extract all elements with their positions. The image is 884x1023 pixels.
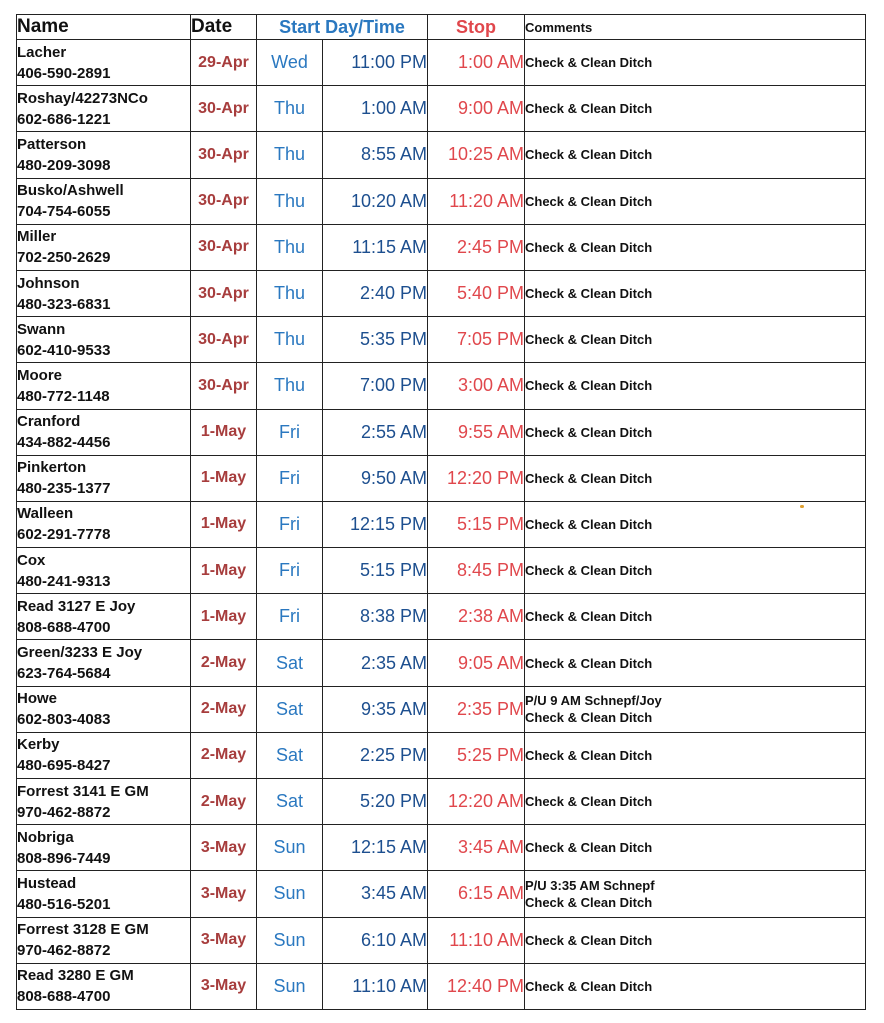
phone-number: 480-695-8427 xyxy=(17,757,111,775)
date-cell: 3-May xyxy=(191,963,257,1009)
comments-cell xyxy=(525,917,866,963)
stop-time-cell: 7:05 PM xyxy=(428,317,525,363)
name-cell xyxy=(17,178,191,224)
day-cell: Sat xyxy=(257,686,323,732)
table-row xyxy=(17,594,866,640)
stop-time-cell: 5:25 PM xyxy=(428,732,525,778)
person-name: Howe xyxy=(17,690,58,708)
comment-line-1: Check & Clean Ditch xyxy=(525,563,653,579)
header-stop: Stop xyxy=(428,15,525,40)
comment-line-2: Check & Clean Ditch xyxy=(525,894,653,910)
stop-time-cell: 6:15 AM xyxy=(428,871,525,917)
phone-number: 702-250-2629 xyxy=(17,249,111,267)
table-row xyxy=(17,455,866,501)
table-row xyxy=(17,178,866,224)
comments-cell xyxy=(525,963,866,1009)
person-name: Cranford xyxy=(17,413,81,431)
person-name: Green/3233 E Joy xyxy=(17,644,143,662)
header-row xyxy=(17,15,866,40)
phone-number: 623-764-5684 xyxy=(17,665,111,683)
name-cell xyxy=(17,640,191,686)
name-cell xyxy=(17,501,191,547)
comment-line-1: Check & Clean Ditch xyxy=(525,286,653,302)
name-cell xyxy=(17,963,191,1009)
comment-line-1: Check & Clean Ditch xyxy=(525,840,653,856)
start-time-cell: 5:35 PM xyxy=(323,317,428,363)
phone-number: 602-803-4083 xyxy=(17,711,111,729)
stop-time-cell: 9:55 AM xyxy=(428,409,525,455)
comments-cell xyxy=(525,40,866,86)
day-cell: Fri xyxy=(257,455,323,501)
day-cell: Wed xyxy=(257,40,323,86)
table-row xyxy=(17,86,866,132)
start-time-cell: 3:45 AM xyxy=(323,871,428,917)
comments-cell xyxy=(525,224,866,270)
phone-number: 808-688-4700 xyxy=(17,988,111,1006)
comment-line-1: Check & Clean Ditch xyxy=(525,794,653,810)
phone-number: 970-462-8872 xyxy=(17,803,111,821)
day-cell: Fri xyxy=(257,409,323,455)
date-cell: 1-May xyxy=(191,594,257,640)
day-cell: Sat xyxy=(257,732,323,778)
date-cell: 3-May xyxy=(191,871,257,917)
stop-time-cell: 9:05 AM xyxy=(428,640,525,686)
comment-line-1: Check & Clean Ditch xyxy=(525,147,653,163)
person-name: Kerby xyxy=(17,736,60,754)
phone-number: 480-323-6831 xyxy=(17,295,111,313)
table-row xyxy=(17,224,866,270)
comment-line-1: Check & Clean Ditch xyxy=(525,747,653,763)
person-name: Moore xyxy=(17,366,62,384)
stop-time-cell: 1:00 AM xyxy=(428,40,525,86)
comments-cell xyxy=(525,548,866,594)
header-comments: Comments xyxy=(525,15,866,40)
stop-time-cell: 11:20 AM xyxy=(428,178,525,224)
day-cell: Sat xyxy=(257,779,323,825)
scan-speck xyxy=(800,505,804,508)
schedule-table xyxy=(16,14,866,1010)
start-time-cell: 2:25 PM xyxy=(323,732,428,778)
comments-cell xyxy=(525,132,866,178)
date-cell: 1-May xyxy=(191,455,257,501)
stop-time-cell: 2:35 PM xyxy=(428,686,525,732)
comment-line-1: Check & Clean Ditch xyxy=(525,378,653,394)
person-name: Lacher xyxy=(17,43,67,61)
table-row xyxy=(17,548,866,594)
comment-line-1: Check & Clean Ditch xyxy=(525,655,653,671)
header-date: Date xyxy=(191,15,257,40)
comments-cell xyxy=(525,270,866,316)
start-time-cell: 8:38 PM xyxy=(323,594,428,640)
stop-time-cell: 2:38 AM xyxy=(428,594,525,640)
phone-number: 970-462-8872 xyxy=(17,942,111,960)
table-row xyxy=(17,779,866,825)
table-row xyxy=(17,825,866,871)
day-cell: Thu xyxy=(257,86,323,132)
date-cell: 3-May xyxy=(191,825,257,871)
date-cell: 30-Apr xyxy=(191,132,257,178)
day-cell: Sun xyxy=(257,917,323,963)
comment-line-1: Check & Clean Ditch xyxy=(525,193,653,209)
start-time-cell: 12:15 AM xyxy=(323,825,428,871)
date-cell: 30-Apr xyxy=(191,363,257,409)
day-cell: Thu xyxy=(257,178,323,224)
start-time-cell: 2:35 AM xyxy=(323,640,428,686)
comment-line-1: Check & Clean Ditch xyxy=(525,978,653,994)
comments-cell xyxy=(525,178,866,224)
table-row xyxy=(17,317,866,363)
start-time-cell: 6:10 AM xyxy=(323,917,428,963)
header-name: Name xyxy=(17,15,191,40)
comment-line-1: Check & Clean Ditch xyxy=(525,239,653,255)
day-cell: Fri xyxy=(257,548,323,594)
start-time-cell: 11:10 AM xyxy=(323,963,428,1009)
day-cell: Thu xyxy=(257,363,323,409)
start-time-cell: 5:20 PM xyxy=(323,779,428,825)
comment-line-2: Check & Clean Ditch xyxy=(525,710,653,726)
table-row xyxy=(17,686,866,732)
date-cell: 30-Apr xyxy=(191,178,257,224)
name-cell xyxy=(17,132,191,178)
phone-number: 704-754-6055 xyxy=(17,203,111,221)
start-time-cell: 9:35 AM xyxy=(323,686,428,732)
date-cell: 2-May xyxy=(191,779,257,825)
stop-time-cell: 2:45 PM xyxy=(428,224,525,270)
table-row xyxy=(17,640,866,686)
stop-time-cell: 3:00 AM xyxy=(428,363,525,409)
day-cell: Thu xyxy=(257,270,323,316)
day-cell: Thu xyxy=(257,224,323,270)
name-cell xyxy=(17,455,191,501)
date-cell: 30-Apr xyxy=(191,86,257,132)
stop-time-cell: 12:40 PM xyxy=(428,963,525,1009)
date-cell: 2-May xyxy=(191,732,257,778)
name-cell xyxy=(17,686,191,732)
comment-line-1: Check & Clean Ditch xyxy=(525,55,653,71)
stop-time-cell: 5:15 PM xyxy=(428,501,525,547)
date-cell: 30-Apr xyxy=(191,224,257,270)
person-name: Read 3280 E GM xyxy=(17,967,134,985)
date-cell: 3-May xyxy=(191,917,257,963)
comment-line-1: P/U 3:35 AM Schnepf xyxy=(525,877,655,893)
name-cell xyxy=(17,825,191,871)
name-cell xyxy=(17,732,191,778)
phone-number: 602-410-9533 xyxy=(17,341,111,359)
date-cell: 1-May xyxy=(191,409,257,455)
table-row xyxy=(17,732,866,778)
phone-number: 480-772-1148 xyxy=(17,387,110,405)
person-name: Miller xyxy=(17,228,57,246)
stop-time-cell: 3:45 AM xyxy=(428,825,525,871)
comments-cell xyxy=(525,501,866,547)
date-cell: 2-May xyxy=(191,686,257,732)
start-time-cell: 2:40 PM xyxy=(323,270,428,316)
start-time-cell: 9:50 AM xyxy=(323,455,428,501)
day-cell: Thu xyxy=(257,317,323,363)
date-cell: 30-Apr xyxy=(191,270,257,316)
start-time-cell: 10:20 AM xyxy=(323,178,428,224)
phone-number: 480-241-9313 xyxy=(17,572,111,590)
person-name: Patterson xyxy=(17,135,87,153)
phone-number: 480-209-3098 xyxy=(17,156,111,174)
comment-line-1: Check & Clean Ditch xyxy=(525,609,653,625)
day-cell: Thu xyxy=(257,132,323,178)
name-cell xyxy=(17,224,191,270)
person-name: Walleen xyxy=(17,505,74,523)
name-cell xyxy=(17,548,191,594)
person-name: Cox xyxy=(17,551,46,569)
stop-time-cell: 5:40 PM xyxy=(428,270,525,316)
start-time-cell: 11:00 PM xyxy=(323,40,428,86)
person-name: Busko/Ashwell xyxy=(17,182,124,200)
phone-number: 808-896-7449 xyxy=(17,849,111,867)
stop-time-cell: 12:20 AM xyxy=(428,779,525,825)
comments-cell xyxy=(525,594,866,640)
name-cell xyxy=(17,779,191,825)
table-row xyxy=(17,270,866,316)
name-cell xyxy=(17,871,191,917)
table-row xyxy=(17,363,866,409)
comment-line-1: Check & Clean Ditch xyxy=(525,424,653,440)
phone-number: 434-882-4456 xyxy=(17,434,111,452)
person-name: Hustead xyxy=(17,874,77,892)
stop-time-cell: 8:45 PM xyxy=(428,548,525,594)
comment-line-1: Check & Clean Ditch xyxy=(525,101,653,117)
comments-cell xyxy=(525,779,866,825)
comment-line-1: P/U 9 AM Schnepf/Joy xyxy=(525,693,662,709)
comment-line-1: Check & Clean Ditch xyxy=(525,470,653,486)
comments-cell xyxy=(525,409,866,455)
person-name: Swann xyxy=(17,320,66,338)
phone-number: 808-688-4700 xyxy=(17,618,111,636)
person-name: Forrest 3128 E GM xyxy=(17,921,149,939)
table-row xyxy=(17,963,866,1009)
stop-time-cell: 12:20 PM xyxy=(428,455,525,501)
comments-cell xyxy=(525,732,866,778)
phone-number: 480-516-5201 xyxy=(17,895,111,913)
date-cell: 29-Apr xyxy=(191,40,257,86)
table-row xyxy=(17,501,866,547)
comments-cell xyxy=(525,640,866,686)
name-cell xyxy=(17,40,191,86)
name-cell xyxy=(17,917,191,963)
comments-cell xyxy=(525,825,866,871)
person-name: Nobriga xyxy=(17,828,74,846)
header-start: Start Day/Time xyxy=(257,15,428,40)
name-cell xyxy=(17,409,191,455)
person-name: Roshay/42273NCo xyxy=(17,89,148,107)
table-row xyxy=(17,40,866,86)
day-cell: Sat xyxy=(257,640,323,686)
stop-time-cell: 11:10 AM xyxy=(428,917,525,963)
person-name: Johnson xyxy=(17,274,80,292)
comments-cell xyxy=(525,363,866,409)
name-cell xyxy=(17,270,191,316)
stop-time-cell: 9:00 AM xyxy=(428,86,525,132)
comment-line-1: Check & Clean Ditch xyxy=(525,932,653,948)
phone-number: 602-686-1221 xyxy=(17,110,111,128)
table-row xyxy=(17,871,866,917)
table-row xyxy=(17,132,866,178)
start-time-cell: 7:00 PM xyxy=(323,363,428,409)
day-cell: Sun xyxy=(257,963,323,1009)
date-cell: 2-May xyxy=(191,640,257,686)
start-time-cell: 1:00 AM xyxy=(323,86,428,132)
start-time-cell: 11:15 AM xyxy=(323,224,428,270)
table-row xyxy=(17,409,866,455)
start-time-cell: 8:55 AM xyxy=(323,132,428,178)
day-cell: Sun xyxy=(257,871,323,917)
table-row xyxy=(17,917,866,963)
day-cell: Sun xyxy=(257,825,323,871)
name-cell xyxy=(17,86,191,132)
person-name: Forrest 3141 E GM xyxy=(17,782,149,800)
name-cell xyxy=(17,317,191,363)
day-cell: Fri xyxy=(257,501,323,547)
stop-time-cell: 10:25 AM xyxy=(428,132,525,178)
comments-cell xyxy=(525,871,866,917)
start-time-cell: 2:55 AM xyxy=(323,409,428,455)
comments-cell xyxy=(525,455,866,501)
comments-cell xyxy=(525,317,866,363)
start-time-cell: 5:15 PM xyxy=(323,548,428,594)
person-name: Read 3127 E Joy xyxy=(17,597,136,615)
phone-number: 480-235-1377 xyxy=(17,480,111,498)
person-name: Pinkerton xyxy=(17,459,87,477)
date-cell: 1-May xyxy=(191,548,257,594)
name-cell xyxy=(17,363,191,409)
comments-cell xyxy=(525,686,866,732)
start-time-cell: 12:15 PM xyxy=(323,501,428,547)
day-cell: Fri xyxy=(257,594,323,640)
comment-line-1: Check & Clean Ditch xyxy=(525,332,653,348)
name-cell xyxy=(17,594,191,640)
phone-number: 406-590-2891 xyxy=(17,64,111,82)
comment-line-1: Check & Clean Ditch xyxy=(525,516,653,532)
date-cell: 1-May xyxy=(191,501,257,547)
comments-cell xyxy=(525,86,866,132)
phone-number: 602-291-7778 xyxy=(17,526,111,544)
date-cell: 30-Apr xyxy=(191,317,257,363)
